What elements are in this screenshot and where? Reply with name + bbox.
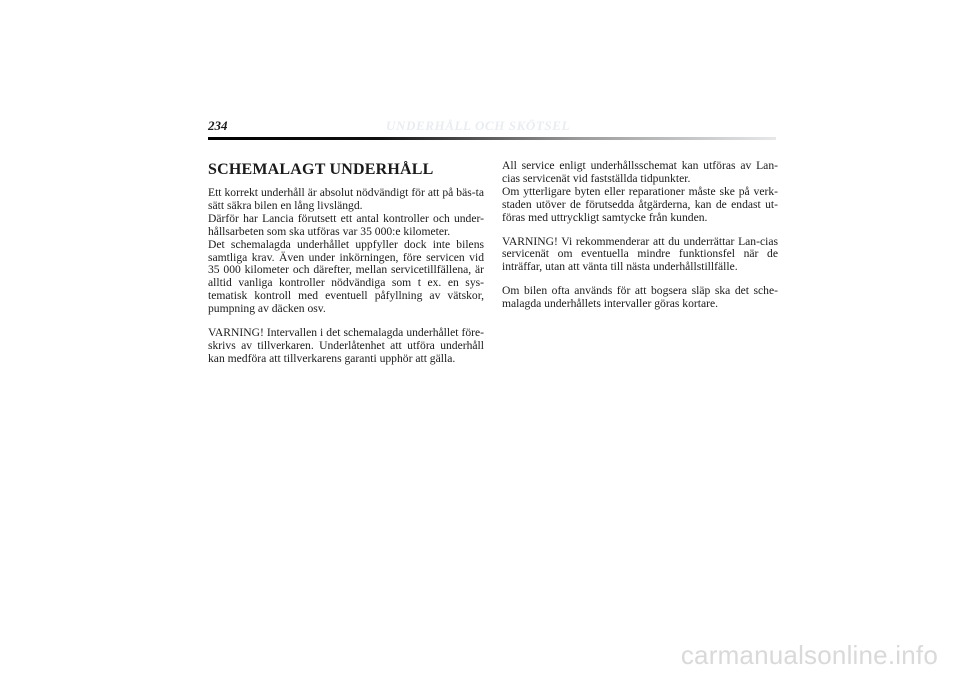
paragraph: Ett korrekt underhåll är absolut nödvändigt för att på bäs-ta sätt säkra bilen en lång livslängd. <box>208 186 484 212</box>
section-heading: SCHEMALAGT UNDERHÅLL <box>208 161 434 178</box>
header-rule <box>208 137 776 140</box>
page-number: 234 <box>208 118 228 133</box>
paragraph: Det schemalagda underhållet uppfyller dock inte bilens samtliga krav. Även under inkörningen, före servicen vid 35 000 kilometer och därefter, mellan servicetillfällena, är alltid vanliga kontroller nödvändiga som t ex. en sys-tematisk kontroll med eventuell påfyllning av vätskor, pumpning av däcken osv. <box>208 237 484 316</box>
right-column <box>502 160 778 311</box>
paragraph: Därför har Lancia förutsett ett antal kontroller och under-hållsarbeten som ska utföras var 35 000:e kilometer. <box>208 211 484 238</box>
section-title: UNDERHÅLL OCH SKÖTSEL <box>386 118 571 133</box>
paragraph: Om bilen ofta används för att bogsera släp ska det sche-malagda underhållets intervaller göras kortare. <box>502 284 778 311</box>
watermark: carmanualsonline.info <box>680 640 938 670</box>
warning-paragraph: VARNING! Vi rekommenderar att du underrättar Lan-cias servicenät om eventuella mindre funktionsfel när de inträffar, utan att vänta till nästa underhållstillfälle. <box>502 234 778 274</box>
page-header <box>208 118 776 148</box>
paragraph: Om ytterligare byten eller reparationer måste ske på verk-staden utöver de förutsedda åtgärderna, kan de endast ut-föras med uttryckligt samtycke från kunden. <box>502 184 778 224</box>
paragraph: All service enligt underhållsschemat kan utföras av Lan-cias servicenät vid fastställda tidpunkter. <box>502 159 778 185</box>
left-column <box>208 160 484 366</box>
warning-paragraph: VARNING! Intervallen i det schemalagda underhållet före-skrivs av tillverkaren. Underlåtenhet att utföra underhåll kan medföra att tillverkarens garanti upphör att gälla. <box>208 326 484 365</box>
